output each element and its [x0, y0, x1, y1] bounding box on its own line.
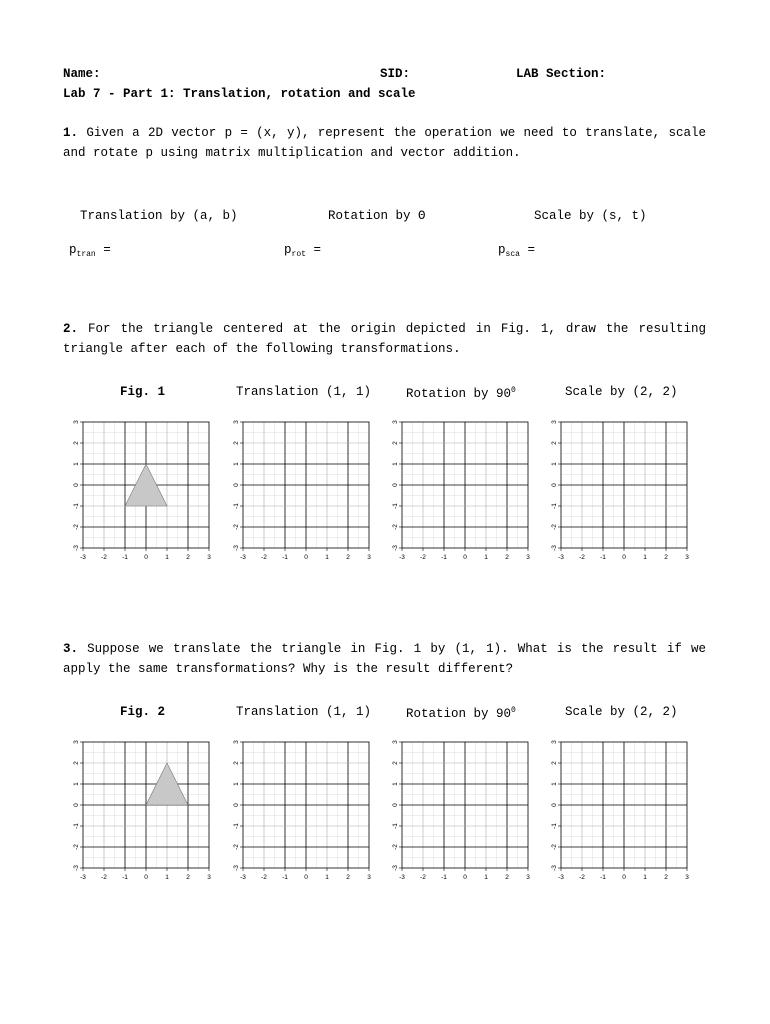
- x-tick-label: 2: [505, 554, 509, 561]
- x-tick-label: 3: [367, 874, 371, 881]
- p-rot-sub: rot: [291, 250, 306, 259]
- x-tick-label: 2: [664, 554, 668, 561]
- y-tick-label: 0: [551, 803, 558, 807]
- name-label: Name:: [63, 67, 101, 81]
- fig1-plot: [71, 416, 219, 566]
- x-tick-label: -3: [399, 874, 405, 881]
- sid-label: SID:: [380, 67, 411, 81]
- y-tick-label: -3: [392, 865, 399, 871]
- y-tick-label: -3: [233, 865, 240, 871]
- p-tran-sub: tran: [76, 250, 96, 259]
- y-tick-label: -2: [392, 524, 399, 530]
- y-tick-label: -2: [392, 844, 399, 850]
- fig2-translation-plot: [231, 736, 379, 886]
- x-tick-label: 3: [685, 874, 689, 881]
- y-tick-label: 1: [392, 462, 399, 466]
- y-tick-label: -3: [73, 865, 80, 871]
- y-tick-label: 2: [392, 441, 399, 445]
- x-tick-label: -1: [600, 874, 606, 881]
- question-2: [63, 320, 706, 359]
- p-rot-formula: [284, 243, 321, 257]
- y-tick-label: -3: [551, 545, 558, 551]
- question-1: [63, 124, 706, 163]
- fig1-label: Fig. 1: [120, 385, 166, 399]
- y-tick-label: -1: [551, 503, 558, 509]
- question-2-number: 2.: [63, 322, 79, 336]
- x-tick-label: -1: [441, 874, 447, 881]
- x-tick-label: -2: [101, 554, 107, 561]
- y-tick-label: 0: [551, 483, 558, 487]
- fig1-translation-plot: [231, 416, 379, 566]
- x-tick-label: -2: [579, 554, 585, 561]
- y-tick-label: -3: [392, 545, 399, 551]
- y-tick-label: 1: [73, 462, 80, 466]
- y-tick-label: 2: [551, 441, 558, 445]
- p-tran-formula: [69, 243, 111, 257]
- y-tick-label: 2: [551, 761, 558, 765]
- x-tick-label: 2: [346, 554, 350, 561]
- y-tick-label: 3: [392, 740, 399, 744]
- x-tick-label: 3: [207, 874, 211, 881]
- y-tick-label: -1: [73, 503, 80, 509]
- p-rot-eq: =: [313, 243, 321, 257]
- x-tick-label: 1: [325, 874, 329, 881]
- x-tick-label: -1: [282, 874, 288, 881]
- x-tick-label: 1: [165, 874, 169, 881]
- fig2-label: Fig. 2: [120, 705, 166, 719]
- x-tick-label: -3: [80, 554, 86, 561]
- x-tick-label: 2: [186, 874, 190, 881]
- fig2-translation-label: Translation (1, 1): [236, 705, 372, 719]
- scale-heading: Scale by (s, t): [534, 209, 647, 223]
- x-tick-label: 0: [144, 554, 148, 561]
- fig1-scale-plot: [549, 416, 697, 566]
- question-2-text: For the triangle centered at the origin depicted in Fig. 1, draw the resulting triangle after each of the following transformations.: [63, 322, 706, 356]
- y-tick-label: 3: [73, 420, 80, 424]
- x-tick-label: 1: [484, 554, 488, 561]
- y-tick-label: 2: [73, 761, 80, 765]
- x-tick-label: -2: [420, 874, 426, 881]
- x-tick-label: 0: [304, 874, 308, 881]
- x-tick-label: -3: [240, 554, 246, 561]
- y-tick-label: 3: [551, 740, 558, 744]
- fig1-scale-label: Scale by (2, 2): [565, 385, 678, 399]
- y-tick-label: -2: [233, 524, 240, 530]
- y-tick-label: -2: [551, 844, 558, 850]
- y-tick-label: 1: [233, 462, 240, 466]
- x-tick-label: 3: [526, 554, 530, 561]
- fig1-rotation-label: Rotation by $90^0$: [406, 386, 516, 402]
- x-tick-label: 1: [325, 554, 329, 561]
- x-tick-label: -3: [558, 874, 564, 881]
- y-tick-label: 2: [233, 441, 240, 445]
- x-tick-label: 0: [463, 874, 467, 881]
- x-tick-label: 1: [484, 874, 488, 881]
- x-tick-label: 0: [463, 554, 467, 561]
- x-tick-label: 3: [526, 874, 530, 881]
- x-tick-label: -1: [282, 554, 288, 561]
- x-tick-label: 2: [664, 874, 668, 881]
- x-tick-label: 2: [186, 554, 190, 561]
- p-tran-base: p: [69, 243, 77, 257]
- x-tick-label: 1: [165, 554, 169, 561]
- y-tick-label: -1: [392, 503, 399, 509]
- y-tick-label: 0: [73, 803, 80, 807]
- rotation-heading: Rotation by Θ: [328, 209, 426, 223]
- p-rot-base: p: [284, 243, 292, 257]
- fig1-rotation-plot: [390, 416, 538, 566]
- x-tick-label: -3: [399, 554, 405, 561]
- p-sca-formula: [498, 243, 535, 257]
- x-tick-label: 3: [207, 554, 211, 561]
- x-tick-label: 0: [304, 554, 308, 561]
- y-tick-label: 1: [233, 782, 240, 786]
- y-tick-label: 3: [233, 740, 240, 744]
- question-3-text: Suppose we translate the triangle in Fig. 1 by (1, 1). What is the result if we apply the same transformations? Why is the result different?: [63, 642, 706, 676]
- y-tick-label: 0: [233, 803, 240, 807]
- y-tick-label: -2: [73, 524, 80, 530]
- y-tick-label: 0: [392, 803, 399, 807]
- question-3-number: 3.: [63, 642, 79, 656]
- fig2-scale-plot: [549, 736, 697, 886]
- fig2-rotation-label: Rotation by $90^0$: [406, 706, 516, 722]
- y-tick-label: 0: [73, 483, 80, 487]
- y-tick-label: -2: [73, 844, 80, 850]
- x-tick-label: 1: [643, 554, 647, 561]
- y-tick-label: 2: [392, 761, 399, 765]
- x-tick-label: -1: [122, 554, 128, 561]
- y-tick-label: 1: [551, 462, 558, 466]
- x-tick-label: -3: [558, 554, 564, 561]
- x-tick-label: 3: [685, 554, 689, 561]
- p-tran-eq: =: [103, 243, 111, 257]
- question-1-number: 1.: [63, 126, 79, 140]
- y-tick-label: -1: [233, 823, 240, 829]
- y-tick-label: 1: [73, 782, 80, 786]
- y-tick-label: -2: [551, 524, 558, 530]
- x-tick-label: -2: [579, 874, 585, 881]
- y-tick-label: 3: [551, 420, 558, 424]
- x-tick-label: -2: [420, 554, 426, 561]
- x-tick-label: 1: [643, 874, 647, 881]
- question-3: [63, 640, 706, 679]
- p-sca-sub: sca: [505, 250, 520, 259]
- x-tick-label: 0: [622, 874, 626, 881]
- y-tick-label: -3: [551, 865, 558, 871]
- question-1-text: Given a 2D vector p = (x, y), represent the operation we need to translate, scale and rotate p using matrix multiplication and vector addition.: [63, 126, 706, 160]
- x-tick-label: 2: [505, 874, 509, 881]
- y-tick-label: -2: [233, 844, 240, 850]
- translation-heading: Translation by (a, b): [80, 209, 238, 223]
- y-tick-label: -1: [233, 503, 240, 509]
- y-tick-label: -1: [551, 823, 558, 829]
- y-tick-label: 3: [73, 740, 80, 744]
- y-tick-label: 0: [233, 483, 240, 487]
- fig2-scale-label: Scale by (2, 2): [565, 705, 678, 719]
- x-tick-label: -2: [261, 874, 267, 881]
- x-tick-label: -3: [80, 874, 86, 881]
- y-tick-label: -3: [73, 545, 80, 551]
- x-tick-label: -1: [600, 554, 606, 561]
- y-tick-label: -1: [392, 823, 399, 829]
- page-title: Lab 7 - Part 1: Translation, rotation and scale: [63, 87, 416, 101]
- y-tick-label: -1: [73, 823, 80, 829]
- x-tick-label: 0: [622, 554, 626, 561]
- x-tick-label: -1: [122, 874, 128, 881]
- p-sca-base: p: [498, 243, 506, 257]
- y-tick-label: 0: [392, 483, 399, 487]
- fig1-translation-label: Translation (1, 1): [236, 385, 372, 399]
- y-tick-label: 1: [392, 782, 399, 786]
- y-tick-label: 2: [73, 441, 80, 445]
- x-tick-label: -3: [240, 874, 246, 881]
- y-tick-label: -3: [233, 545, 240, 551]
- x-tick-label: -1: [441, 554, 447, 561]
- p-sca-eq: =: [527, 243, 535, 257]
- x-tick-label: 2: [346, 874, 350, 881]
- x-tick-label: 3: [367, 554, 371, 561]
- y-tick-label: 3: [392, 420, 399, 424]
- y-tick-label: 2: [233, 761, 240, 765]
- x-tick-label: -2: [261, 554, 267, 561]
- lab-section-label: LAB Section:: [516, 67, 607, 81]
- fig2-rotation-plot: [390, 736, 538, 886]
- x-tick-label: 0: [144, 874, 148, 881]
- x-tick-label: -2: [101, 874, 107, 881]
- fig2-plot: [71, 736, 219, 886]
- y-tick-label: 1: [551, 782, 558, 786]
- y-tick-label: 3: [233, 420, 240, 424]
